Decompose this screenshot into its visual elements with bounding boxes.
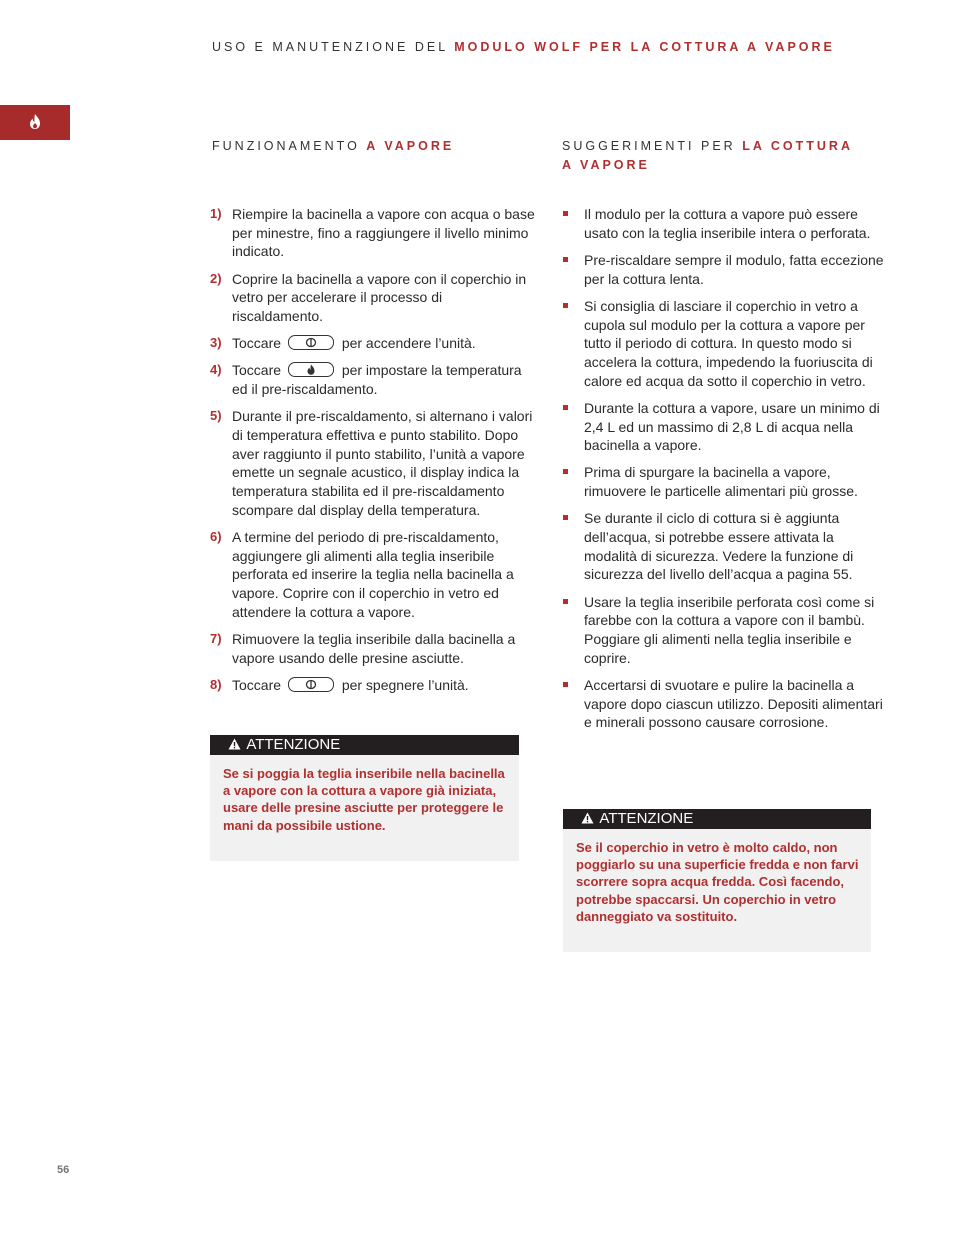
step-number: 3) — [210, 335, 222, 351]
header-prefix: USO E MANUTENZIONE DEL — [212, 40, 448, 54]
step-number: 6) — [210, 529, 222, 545]
step-text — [232, 361, 535, 398]
warning-label: ATTENZIONE — [599, 810, 694, 827]
step-item — [210, 270, 535, 326]
right-section-title — [562, 137, 853, 175]
step-number: 4) — [210, 362, 222, 378]
step-text: Durante il pre-riscaldamento, si alternano i valori di temperatura effettiva e punto stabilito. Dopo aver raggiunto il punto stabilito, l’unità a vapore emette un segnale acustico, il display indica la temperatura stabilita ed il pre-riscaldamento scompare dal display della temperatura. — [232, 408, 533, 518]
step-text-post: per impostare la temperatura ed il pre-riscaldamento. — [232, 362, 522, 398]
tip-text: Accertarsi di svuotare e pulire la bacinella a vapore dopo ciascun utilizzo. Depositi alimentari e minerali possono causare corrosione. — [584, 676, 883, 731]
power-key-icon — [288, 677, 334, 692]
left-title-highlight: A VAPORE — [366, 139, 455, 153]
bullet-icon — [562, 593, 584, 668]
step-item — [210, 334, 535, 353]
warning-triangle-icon — [581, 810, 599, 827]
tip-item — [562, 593, 887, 668]
step-number: 2) — [210, 270, 222, 286]
tip-text: Usare la teglia inseribile perforata così come si farebbe con la cottura a vapore con il bambù. Poggiare gli alimenti nella teglia inseribile e coprire. — [584, 593, 875, 666]
bullet-icon — [562, 509, 584, 584]
step-number: 7) — [210, 631, 222, 647]
step-number: 8) — [210, 676, 222, 692]
step-text: Rimuovere la teglia inseribile dalla bacinella a vapore usando delle presine asciutte. — [232, 631, 516, 666]
tip-item — [562, 297, 887, 391]
warning-label: ATTENZIONE — [246, 736, 341, 753]
step-text: Coprire la bacinella a vapore con il coperchio in vetro per accelerare il processo di riscaldamento. — [232, 270, 527, 325]
step-text: Riempire la bacinella a vapore con acqua o base per minestre, fino a raggiungere il livello minimo indicato. — [232, 206, 535, 260]
warning-header — [210, 735, 519, 755]
step-item — [210, 630, 535, 667]
tip-text: Prima di spurgare la bacinella a vapore, rimuovere le particelle alimentari più grosse. — [584, 464, 858, 500]
bullet-icon — [562, 205, 584, 242]
tip-item — [562, 463, 887, 500]
right-title-highlight-2: A VAPORE — [562, 158, 650, 172]
step-item — [210, 407, 535, 519]
right-title-prefix: SUGGERIMENTI PER — [562, 139, 736, 153]
tip-text: Pre-riscaldare sempre il modulo, fatta eccezione per la cottura lenta. — [584, 251, 884, 287]
tip-text: Durante la cottura a vapore, usare un minimo di 2,4 L ed un massimo di 2,8 L di acqua nella bacinella a vapore. — [584, 399, 880, 454]
tip-item — [562, 399, 887, 455]
warning-triangle-icon — [228, 736, 246, 753]
step-text-post: per spegnere l’unità. — [341, 676, 469, 693]
page-number: 56 — [57, 1164, 70, 1176]
bullet-icon — [562, 463, 584, 500]
step-item — [210, 676, 535, 695]
step-text-pre: Toccare — [232, 362, 282, 379]
power-key-icon — [288, 335, 334, 350]
flame-key-icon — [288, 362, 334, 377]
warning-box-left — [210, 735, 519, 861]
bullet-icon — [562, 251, 584, 288]
warning-header — [563, 809, 871, 829]
bullet-icon — [562, 676, 584, 732]
warning-text: Se il coperchio in vetro è molto caldo, non poggiarlo su una superficie fredda e non farvi scorrere sopra acqua fredda. Così facendo, potrebbe spaccarsi. Un coperchio in vetro danneggiato va sostituito. — [576, 840, 859, 924]
step-item — [210, 528, 535, 622]
tip-item — [562, 205, 887, 242]
tip-item — [562, 251, 887, 288]
tip-text: Il modulo per la cottura a vapore può essere usato con la teglia inseribile intera o perforata. — [584, 206, 871, 241]
step-item — [210, 361, 535, 398]
step-text: A termine del periodo di pre-riscaldamento, aggiungere gli alimenti alla teglia inseribile perforata ed inserire la teglia nella bacinella a vapore. Coprire con il coperchio in vetro ed attendere la cottura a vapore. — [232, 529, 514, 620]
running-header — [212, 40, 835, 54]
left-title-prefix: FUNZIONAMENTO — [212, 139, 360, 153]
left-section-title — [212, 137, 454, 156]
bullet-icon — [562, 399, 584, 455]
section-tab — [0, 105, 70, 140]
tips-list — [562, 205, 887, 741]
step-text-pre: Toccare — [232, 335, 282, 352]
tip-item — [562, 676, 887, 732]
step-number: 1) — [210, 206, 222, 221]
step-number: 5) — [210, 408, 222, 424]
step-item — [210, 205, 535, 261]
right-title-highlight-1: LA COTTURA — [742, 139, 853, 153]
tip-text: Si consiglia di lasciare il coperchio in vetro a cupola sul modulo per la cottura a vapore per tutto il periodo di cottura. In questo modo si accelera la cottura, impedendo la fuoriuscita di calore ed acqua da sotto il coperchio in vetro. — [584, 297, 873, 389]
steps-list — [210, 205, 535, 703]
tip-text: Se durante il ciclo di cottura si è aggiunta dell’acqua, si potrebbe essere attivata la modalità di sicurezza. Vedere la funzione di sicurezza del livello dell’acqua a pagina 55. — [584, 510, 854, 583]
tip-item — [562, 509, 887, 584]
header-highlight: MODULO WOLF PER LA COTTURA A VAPORE — [454, 40, 835, 54]
bullet-icon — [562, 297, 584, 391]
step-text — [232, 334, 535, 353]
warning-text: Se si poggia la teglia inseribile nella bacinella a vapore con la cottura a vapore già iniziata, usare delle presine asciutte per proteggere le mani da possibile ustione. — [223, 766, 505, 833]
step-text-pre: Toccare — [232, 676, 282, 693]
warning-box-right — [563, 809, 871, 952]
step-text-post: per accendere l’unità. — [341, 335, 476, 352]
step-text — [232, 676, 535, 695]
